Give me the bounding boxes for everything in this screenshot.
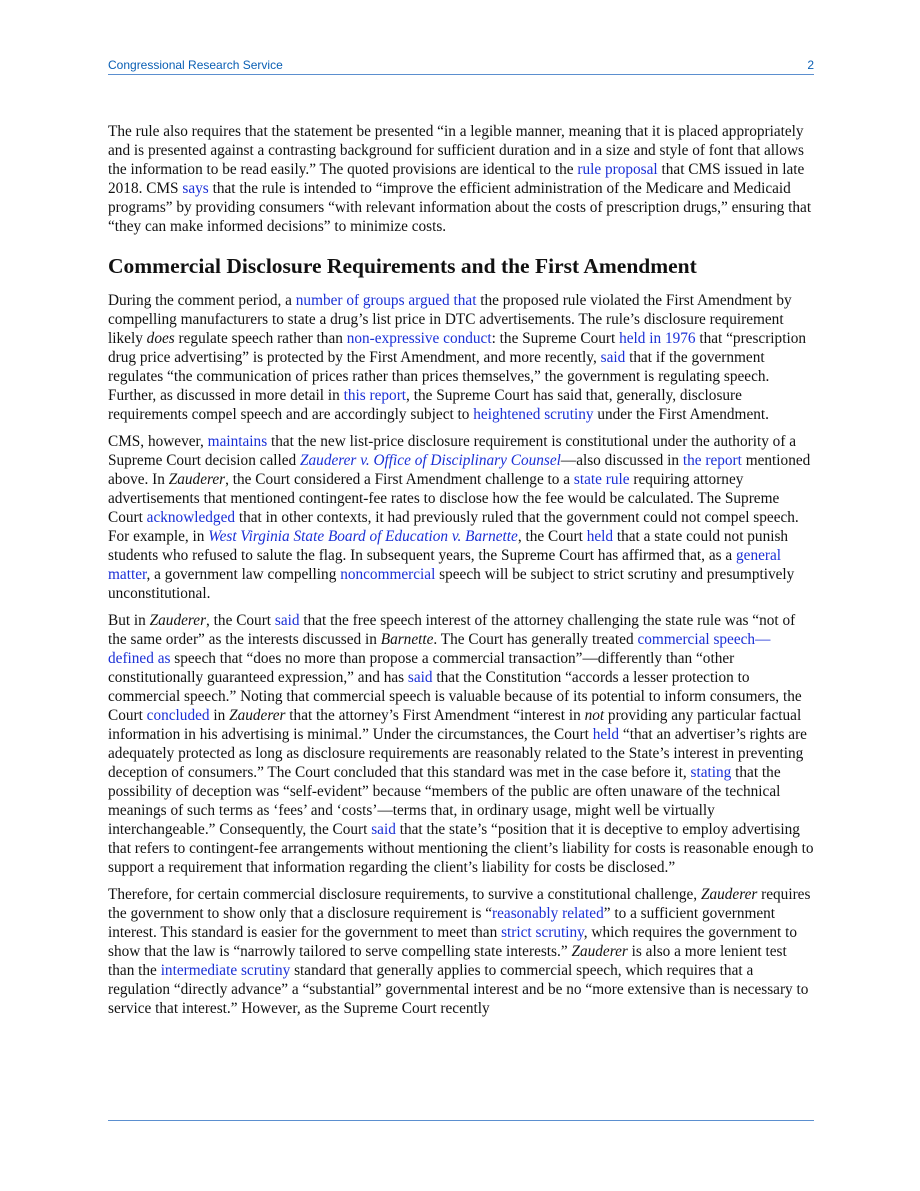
footer-divider — [108, 1120, 814, 1121]
document-body — [108, 122, 814, 1026]
link-strict-scrutiny[interactable]: strict scrutiny — [501, 924, 584, 941]
link-stating[interactable]: stating — [690, 764, 732, 781]
paragraph-2: During the comment period, a number of groups argued that the proposed rule violated the First Amendment by compelling manufacturers to state a drug’s list price in DTC advertisements. The rule’s disclosure requirement likely does regulate speech rather than non-expressive conduct: the Supreme Court held in 1976 that “prescription drug price advertising” is protected by the First Amendment, and more recently, said that if the government regulates “the communication of prices rather than prices themselves,” the government is regulating speech. Further, as discussed in more detail in this report, the Supreme Court has said that, generally, disclosure requirements compel speech and are accordingly subject to heightened scrutiny under the First Amendment. — [108, 292, 806, 423]
link-reasonably-related[interactable]: reasonably related — [492, 905, 604, 922]
link-held-1976[interactable]: held in 1976 — [619, 330, 696, 347]
link-says[interactable]: says — [182, 180, 209, 197]
link-commercial-speech[interactable]: commercial speech — [637, 631, 756, 648]
link-rule-proposal[interactable]: rule proposal — [577, 161, 658, 178]
link-said-1[interactable]: said — [274, 612, 300, 629]
link-non-expressive-conduct[interactable]: non-expressive conduct — [346, 330, 492, 347]
link-held[interactable]: held — [586, 528, 614, 545]
link-acknowledged[interactable]: acknowledged — [146, 509, 236, 526]
link-barnette-case[interactable]: West Virginia State Board of Education v. Barnette — [208, 528, 518, 545]
paragraph-4: But in Zauderer, the Court said that the free speech interest of the attorney challenging the state rule was “not of the same order” as the interests discussed in Barnette. The Court has generally treated commercial speech—defined as speech that “does no more than propose a commercial transaction”—differently than “other constitutionally guaranteed expression,” and has said that the Constitution “accords a lesser protection to commercial speech.” Noting that commercial speech is valuable because of its potential to inform consumers, the Court concluded in Zauderer that the attorney’s First Amendment “interest in not providing any particular factual information in his advertising is minimal.” Under the circumstances, the Court held “that an advertiser’s rights are adequately protected as long as disclosure requirements are reasonably related to the State’s interest in preventing deception of consumers.” The Court concluded that this standard was met in the case before it, stating that the possibility of deception was “self-evident” because “members of the public are often unaware of the technical meanings of such terms as ‘fees’ and ‘costs’—terms that, in ordinary usage, might well be virtually interchangeable.” Consequently, the Court said that the state’s “position that it is deceptive to employ advertising that refers to contingent-fee arrangements without mentioning the client’s liability for costs is reasonable enough to support a requirement that information regarding the client’s liability for costs be disclosed.” — [108, 612, 814, 876]
page-header — [108, 57, 814, 73]
link-said-3[interactable]: said — [371, 821, 396, 838]
link-general-matter[interactable]: general matter — [108, 547, 782, 583]
header-org: Congressional Research Service — [108, 58, 283, 72]
link-groups-argued[interactable]: number of groups argued that — [295, 292, 477, 309]
paragraph-1: The rule also requires that the statement be presented “in a legible manner, meaning that it is placed appropriately and is presented against a contrasting background for sufficient duration and in a size and style of font that allows the information to be read easily.” The quoted provisions are identical to the rule proposal that CMS issued in late 2018. CMS says that the rule is intended to “improve the efficient administration of the Medicare and Medicaid programs” by providing consumers “with relevant information about the costs of prescription drugs,” ensuring that “they can make informed decisions” to minimize costs. — [108, 123, 812, 235]
paragraph-3: CMS, however, maintains that the new list-price disclosure requirement is constitutional under the authority of a Supreme Court decision called Zauderer v. Office of Disciplinary Counsel—also discussed in the report mentioned above. In Zauderer, the Court considered a First Amendment challenge to a state rule requiring attorney advertisements that mentioned contingent-fee rates to disclose how the fee would be calculated. The Supreme Court acknowledged that in other contexts, it had previously ruled that the government could not compel speech. For example, in West Virginia State Board of Education v. Barnette, the Court held that a state could not punish students who refused to salute the flag. In subsequent years, the Supreme Court has affirmed that, as a general matter, a government law compelling noncommercial speech will be subject to strict scrutiny and presumptively unconstitutional. — [108, 433, 811, 602]
link-defined-as[interactable]: defined as — [108, 650, 171, 667]
paragraph-5: Therefore, for certain commercial disclosure requirements, to survive a constitutional challenge, Zauderer requires the government to show only that a disclosure requirement is “reasonably related” to a sufficient government interest. This standard is easier for the government to meet than strict scrutiny, which requires the government to show that the law is “narrowly tailored to serve compelling state interests.” Zauderer is also a more lenient test than the intermediate scrutiny standard that generally applies to commercial speech, which requires that a regulation “directly advance” a “substantial” governmental interest and be no “more extensive than is necessary to service that interest.” However, as the Supreme Court recently — [108, 886, 811, 1017]
page-number: 2 — [807, 58, 814, 72]
link-noncommercial[interactable]: noncommercial — [340, 566, 436, 583]
link-maintains[interactable]: maintains — [207, 433, 268, 450]
link-heightened-scrutiny[interactable]: heightened scrutiny — [473, 406, 594, 423]
link-held-2[interactable]: held — [592, 726, 620, 743]
link-said-2[interactable]: said — [407, 669, 433, 686]
section-heading: Commercial Disclosure Requirements and the First Amendment — [108, 254, 697, 278]
link-this-report[interactable]: this report — [343, 387, 407, 404]
link-state-rule[interactable]: state rule — [573, 471, 630, 488]
header-divider — [108, 74, 814, 75]
link-the-report[interactable]: the report — [682, 452, 742, 469]
link-said[interactable]: said — [600, 349, 626, 366]
link-zauderer-case[interactable]: Zauderer v. Office of Disciplinary Counsel — [300, 452, 561, 469]
link-concluded[interactable]: concluded — [146, 707, 210, 724]
link-intermediate-scrutiny[interactable]: intermediate scrutiny — [160, 962, 291, 979]
